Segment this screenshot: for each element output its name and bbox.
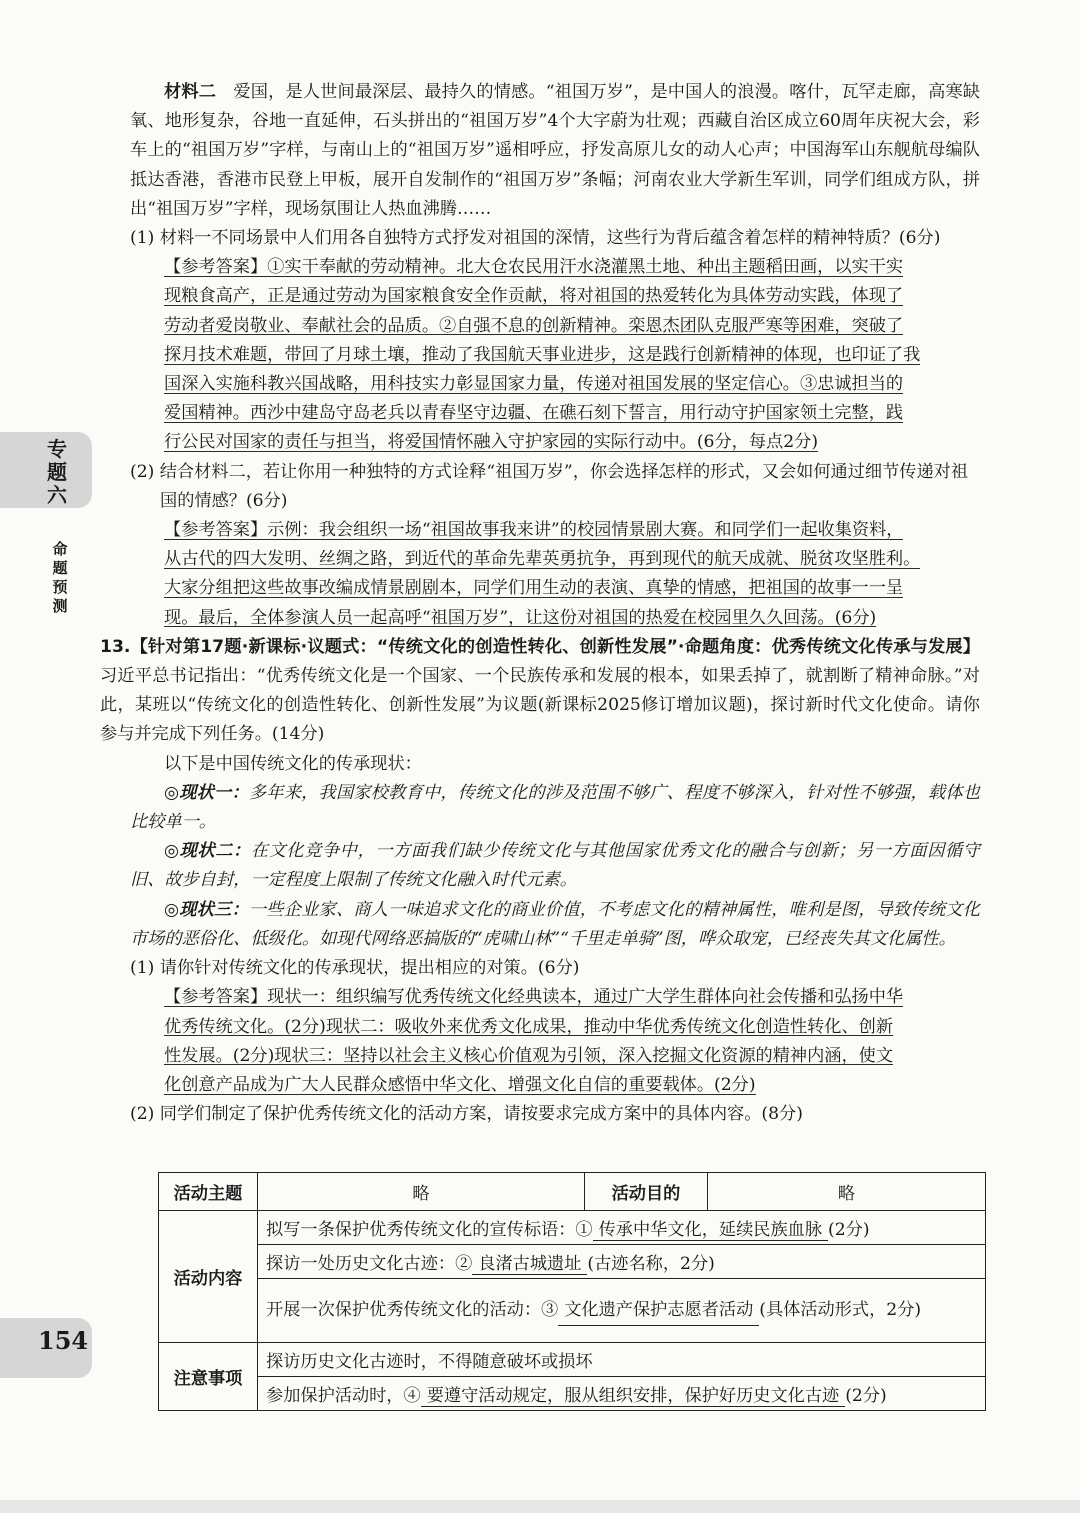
answer-line: 性发展。(2分)现状三：坚持以社会主义核心价值观为引领，深入挖掘文化资源的精神内涵，使文 [164,1045,894,1066]
answer-label: 【参考答案】 [164,257,268,278]
fill-answer: 良渚古城遗址 [472,1249,587,1275]
answer-13-1 [164,983,980,1100]
answer-line: 爱国精神。西沙中建岛守岛老兵以青春坚守边疆、在礁石刻下誓言，用行动守护国家领土完整，践 [164,403,904,424]
fill-answer: 文化遗产保护志愿者活动 [558,1296,759,1326]
theme-value: 略 [258,1173,585,1211]
answer-line: 现状一：组织编写优秀传统文化经典读本，通过广大学生群体向社会传播和弘扬中华 [267,987,904,1008]
table-row [159,1343,986,1377]
answer-line: 现。最后，全体参演人员一起高呼“祖国万岁”，让这份对祖国的热爱在校园里久久回荡。(6分) [164,607,877,628]
content-row-site: 探访一处历史文化古迹：② 良渚古城遗址 (古迹名称，2分) [258,1245,986,1279]
question-13-1: (1) 请你针对传统文化的传承现状，提出相应的对策。(6分) [130,958,580,979]
answer-line: 大家分组把这些故事改编成情景剧剧本，同学们用生动的表演、真挚的情感，把祖国的故事一一呈 [164,578,904,599]
question-13-tag: 【针对第17题·新课标·议题式：“传统文化的创造性转化、创新性发展”·命题角度：优秀传统文化传承与发展】 [130,636,980,657]
answer-line: 现粮食高产，正是通过劳动为国家粮食安全作贡献，将对祖国的热爱转化为具体劳动实践，体现了 [164,286,904,307]
activity-plan-table [158,1172,986,1411]
answer-line: 优秀传统文化。(2分)现状二：吸收外来优秀文化成果，推动中华优秀传统文化创造性转化、创新 [164,1016,894,1037]
question-13-number: 13. [100,636,131,657]
notes-label: 注意事项 [159,1343,258,1411]
answer-line: ①实干奉献的劳动精神。北大仓农民用汗水浇灌黑土地、种出主题稻田画，以实干实 [267,257,904,278]
theme-label: 活动主题 [159,1173,258,1211]
table-row [159,1211,986,1245]
material-two [130,78,980,224]
answer-line: 行公民对国家的责任与担当，将爱国情怀融入守护家园的实际行动中。(6分，每点2分) [164,432,819,453]
section-tab-subtitle: 命题预测 [52,540,68,615]
purpose-value: 略 [708,1173,986,1211]
page-number: 154 [38,1326,89,1355]
table-row [159,1377,986,1411]
table-row [159,1173,986,1211]
note-two: 参加保护活动时，④ 要遵守活动规定，服从组织安排，保护好历史文化古迹 (2分) [258,1377,986,1411]
answer-label: 【参考答案】 [164,987,268,1008]
question-13-intro: 习近平总书记指出：“优秀传统文化是一个国家、一个民族传承和发展的根本，如果丢掉了，就割断了精神命脉。”对此，某班以“传统文化的创造性转化、创新性发展”为议题(新课标2025修订增加议题)，探讨新时代文化使命。请你参与并完成下列任务。(14分) [100,666,980,745]
fill-answer: 要遵守活动规定，服从组织安排，保护好历史文化古迹 [421,1381,846,1407]
content-label: 活动内容 [159,1211,258,1343]
answer-line: 探月技术难题，带回了月球土壤，推动了我国航天事业进步，这是践行创新精神的体现，也印证了我 [164,344,921,365]
content-row-activity: 开展一次保护优秀传统文化的活动：③ 文化遗产保护志愿者活动 (具体活动形式，2分) [258,1279,986,1343]
answer-line: 从古代的四大发明、丝绸之路，到近代的革命先辈英勇抗争，再到现代的航天成就、脱贫攻坚胜利。 [164,549,921,570]
question-13 [100,633,980,750]
answer-12-1 [164,253,980,457]
answer-line: 国深入实施科教兴国战略，用科技实力彰显国家力量，传递对祖国发展的坚定信心。③忠诚担当的 [164,374,904,395]
question-12-2: (2) 结合材料二，若让你用一种独特的方式诠释“祖国万岁”，你会选择怎样的形式，又会如何通过细节传递对祖国的情感？(6分) [130,461,969,511]
status-one: ◎现状一：多年来，我国家校教育中，传统文化的涉及范围不够广、程度不够深入，针对性不够强，载体也比较单一。 [130,782,980,833]
section-tab-label: 专题六 [47,437,67,507]
answer-12-2 [164,516,980,633]
answer-label: 【参考答案】 [164,520,268,541]
status-two: ◎现状二：在文化竞争中，一方面我们缺少传统文化与其他国家优秀文化的融合与创新；另一方面因循守旧、故步自封，一定程度上限制了传统文化融入时代元素。 [130,841,980,891]
question-13-2: (2) 同学们制定了保护优秀传统文化的活动方案，请按要求完成方案中的具体内容。(8分) [130,1104,803,1125]
answer-line: 劳动者爱岗敬业、奉献社会的品质。②自强不息的创新精神。栾恩杰团队克服严寒等困难，突破了 [164,315,904,336]
status-intro: 以下是中国传统文化的传承现状： [164,753,422,774]
content-row-slogan: 拟写一条保护优秀传统文化的宣传标语：① 传承中华文化，延续民族血脉 (2分) [258,1211,986,1245]
note-one: 探访历史文化古迹时，不得随意破坏或损坏 [258,1343,986,1377]
purpose-label: 活动目的 [585,1173,708,1211]
material-two-text: 爱国，是人世间最深层、最持久的情感。“祖国万岁”，是中国人的浪漫。喀什，瓦罕走廊，高寒缺氧、地形复杂，谷地一直延伸，石头拼出的“祖国万岁”4个大字蔚为壮观；西藏自治区成立60周年庆祝大会，彩车上的“祖国万岁”字样，与南山上的“祖国万岁”遥相呼应，抒发高原儿女的动人心声；中国海军山东舰航母编队抵达香港，香港市民登上甲板，展开自发制作的“祖国万岁”条幅；河南农业大学新生军训，同学们组成方队，拼出“祖国万岁”字样，现场氛围让人热血沸腾…… [130,82,980,219]
table-row [159,1279,986,1343]
status-three: ◎现状三：一些企业家、商人一味追求文化的商业价值，不考虑文化的精神属性，唯利是图，导致传统文化市场的恶俗化、低级化。如现代网络恶搞版的“虎啸山林”“千里走单骑”图，哗众取宠，已经丧失其文化属性。 [130,899,980,949]
table-row [159,1245,986,1279]
bottom-bar [0,1500,1080,1513]
answer-line: 示例：我会组织一场“祖国故事我来讲”的校园情景剧大赛。和同学们一起收集资料， [267,520,904,541]
fill-answer: 传承中华文化，延续民族血脉 [593,1215,828,1241]
main-content [100,78,980,1129]
material-two-label: 材料二 [164,82,217,102]
question-12-1: (1) 材料一不同场景中人们用各自独特方式抒发对祖国的深情，这些行为背后蕴含着怎样的精神特质？(6分) [130,228,941,249]
answer-line: 化创意产品成为广大人民群众感悟中华文化、增强文化自信的重要载体。(2分) [164,1074,756,1095]
